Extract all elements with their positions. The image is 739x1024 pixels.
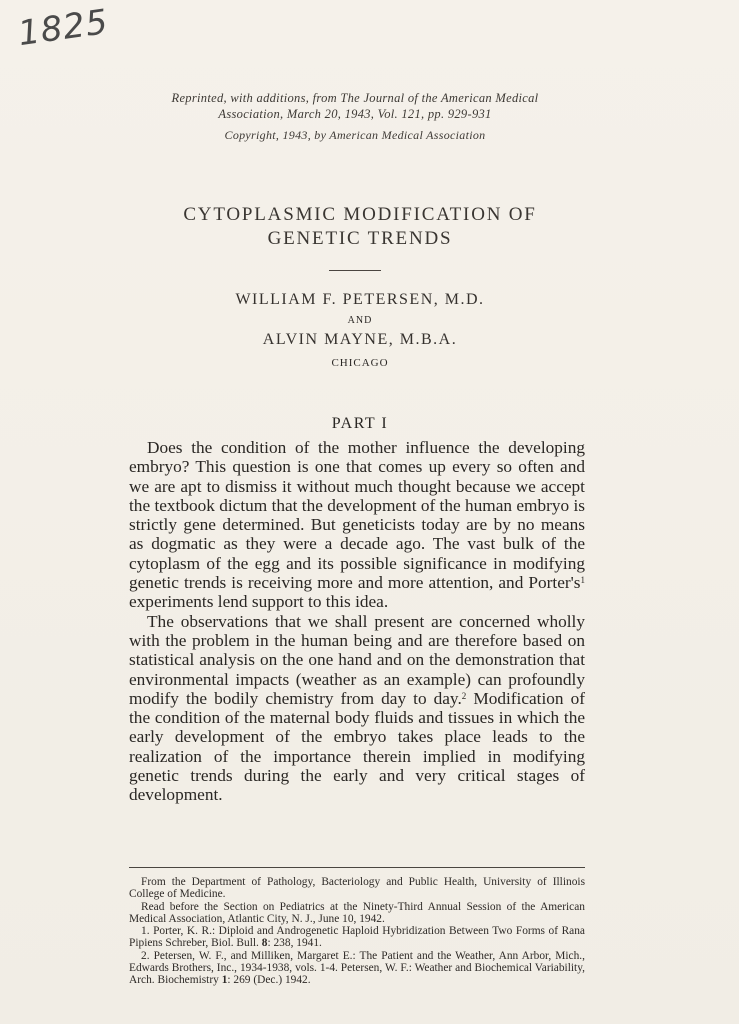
reprint-line-1: Reprinted, with additions, from The Journal of the American Medical	[171, 91, 539, 105]
article-body	[129, 438, 585, 805]
footnote-divider	[129, 867, 585, 868]
footnote-presented: Read before the Section on Pediatrics at the Ninety-Third Annual Session of the American Medical Association, Atlantic City, N. J., June 10, 1942.	[129, 900, 585, 925]
footnote-ref-2: 2	[461, 690, 467, 701]
author-1: WILLIAM F. PETERSEN, M.D.	[235, 291, 485, 308]
footnote-reference-1: 1. Porter, K. R.: Diploid and Androgenetic Haploid Hybridization Between Two Forms of Rana Pipiens Schreber, Biol. Bull. 8: 238, 1941.	[129, 925, 585, 950]
author-2: ALVIN MAYNE, M.B.A.	[262, 331, 458, 348]
reprint-notice	[120, 90, 590, 122]
author-city: CHICAGO	[331, 357, 389, 369]
handwritten-note: 1825	[15, 1, 111, 55]
reprint-line-2: Association, March 20, 1943, Vol. 121, pp. 929-931	[218, 107, 492, 121]
title-divider	[329, 270, 381, 271]
article-title	[100, 203, 620, 251]
section-heading: PART I	[331, 415, 389, 432]
author-conjunction: AND	[347, 315, 373, 326]
copyright-notice: Copyright, 1943, by American Medical Association	[224, 128, 486, 142]
footnote-ref-1: 1	[580, 575, 585, 586]
footnote-reference-2: 2. Petersen, W. F., and Milliken, Margaret E.: The Patient and the Weather, Ann Arbor, Mich., Edwards Brothers, Inc., 1934-1938, vols. 1-4. Petersen, W. F.: Weather and Biochemical Variability, Arch. Biochemistry 1: 269 (Dec.) 1942.	[129, 949, 585, 987]
footnotes	[129, 876, 585, 987]
footnote-affiliation: From the Department of Pathology, Bacteriology and Public Health, University of Illinois College of Medicine.	[129, 876, 585, 901]
paragraph-1: Does the condition of the mother influence the developing embryo? This question is one that comes up every so often and we are apt to dismiss it without much thought because we accept the textbook dictum that the development of the human embryo is strictly gene determined. But geneticists today are by no means as dogmatic as they were a decade ago. The vast bulk of the cytoplasm of the egg and its possible significance in modifying genetic trends is receiving more and more attention, and $Porter's^1$ experiments lend support to this idea.	[129, 438, 585, 612]
title-line-1: CYTOPLASMIC MODIFICATION OF	[183, 204, 537, 225]
paragraph-2: The observations that we shall present are concerned wholly with the problem in the human being and are therefore based on statistical analysis on the one hand and on the demonstration that environmental impacts (weather as an example) can profoundly modify the bodily chemistry from day to day.$^2$ Modification of the condition of the maternal body fluids and tissues in which the early development of the embryo takes place leads to the realization of the importance therein implied in modifying genetic trends during the early and very critical stages of development.	[129, 611, 585, 805]
title-line-2: GENETIC TRENDS	[267, 228, 453, 249]
